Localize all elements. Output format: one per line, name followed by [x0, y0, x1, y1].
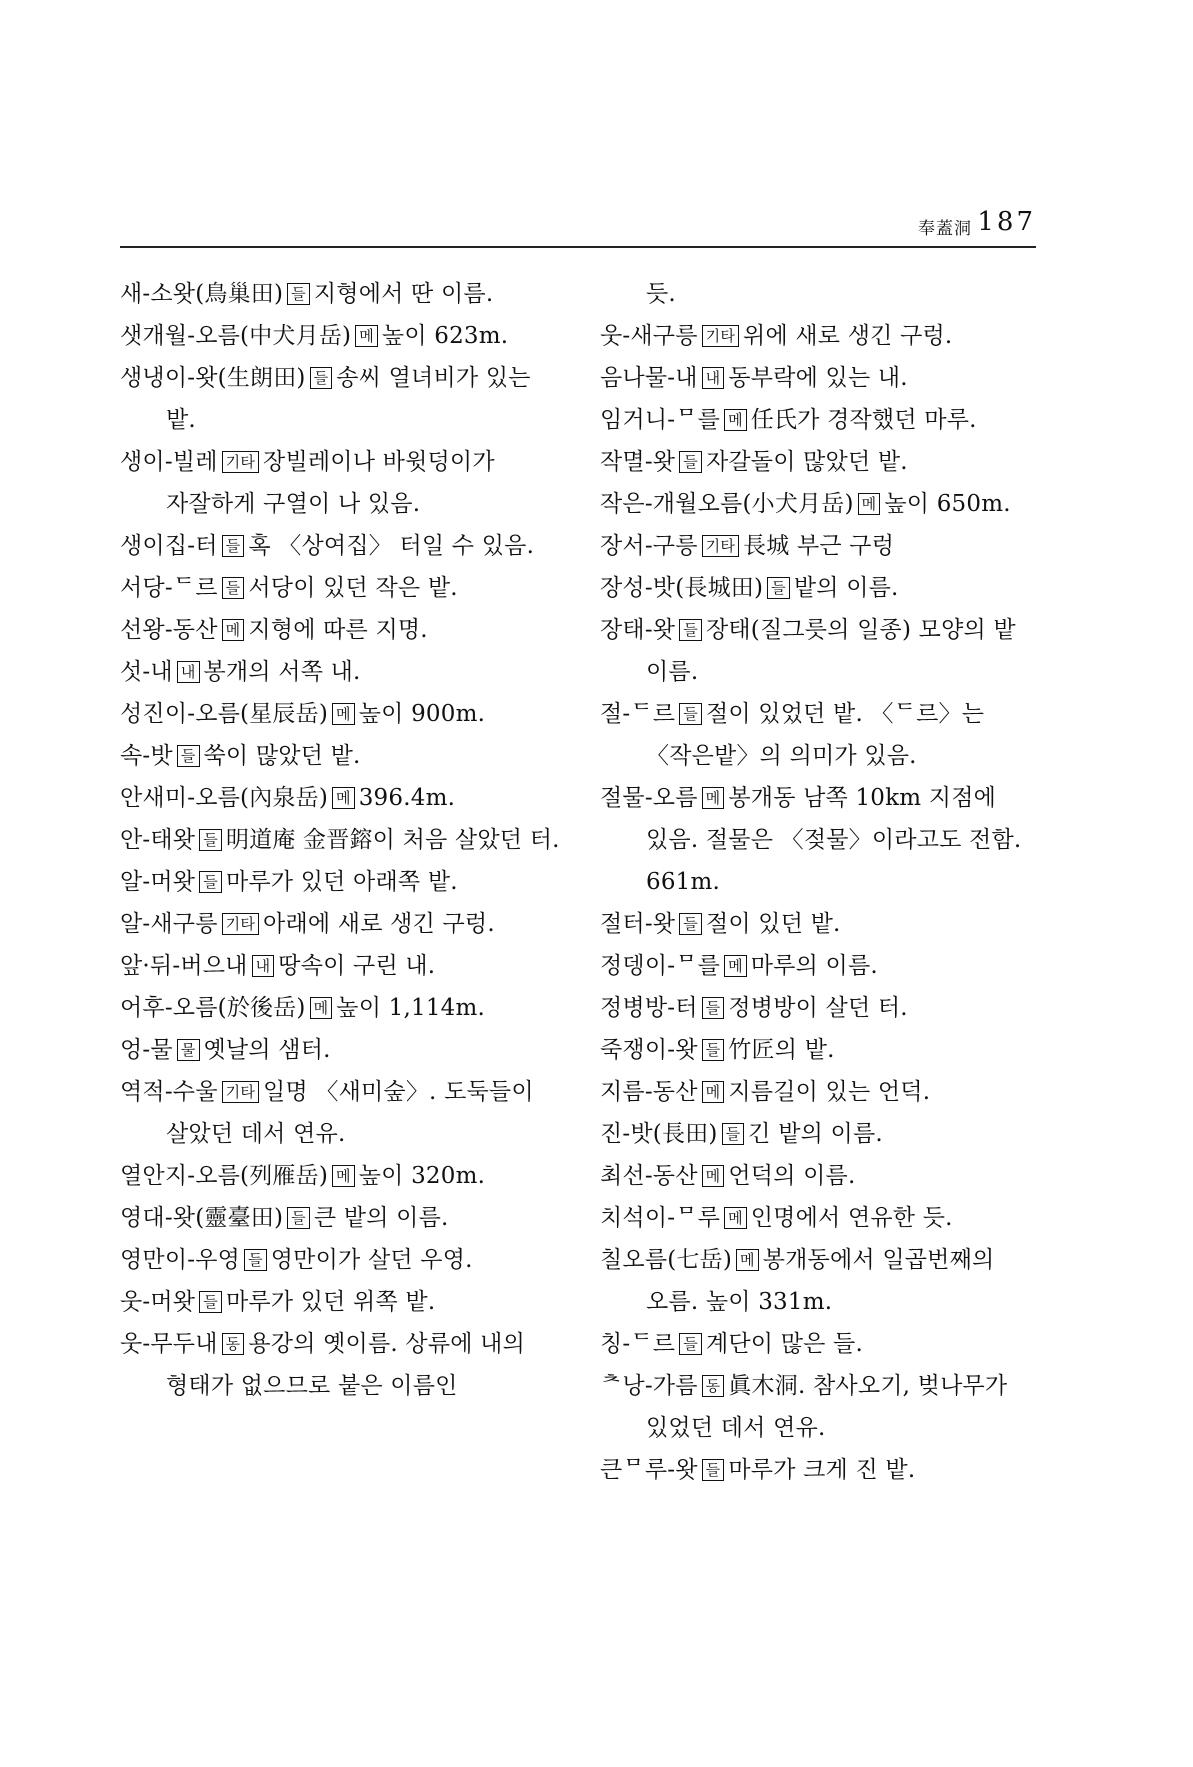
entry-headword: 칠오름(七岳) [600, 1247, 733, 1273]
entry-description: 長城 부근 구렁 [743, 533, 895, 559]
entry-category-tag: 들 [310, 367, 333, 389]
entry-description: 위에 새로 생긴 구렁. [743, 323, 953, 349]
entry-category-tag: 메 [702, 787, 725, 809]
entry-category-tag: 들 [679, 703, 702, 725]
entry-description: 봉개동 남쪽 10km 지점에 있음. 절물은 〈젖물〉이라고도 전함. 661m. [646, 785, 1022, 895]
entry-headword: 알-머왓 [120, 869, 196, 895]
entry-headword: 웃-머왓 [120, 1289, 196, 1315]
entry-description: 용강의 옛이름. 상류에 내의 형태가 없으므로 붙은 이름인 [166, 1331, 526, 1399]
dictionary-entry [120, 1239, 560, 1281]
entry-category-tag: 기타 [702, 325, 739, 347]
entry-category-tag: 내 [252, 955, 275, 977]
entry-category-tag: 기타 [222, 1081, 259, 1103]
entry-headword: 알-새구릉 [120, 911, 218, 937]
dictionary-entry [120, 273, 560, 315]
dictionary-entry [120, 651, 560, 693]
entry-description: 지형에서 딴 이름. [313, 281, 494, 307]
dictionary-entry [600, 1239, 1045, 1323]
entry-category-tag: 내 [702, 367, 725, 389]
entry-description: 396.4m. [358, 785, 456, 811]
dictionary-entry [600, 1029, 1045, 1071]
entry-headword: 영만이-우영 [120, 1247, 241, 1273]
dictionary-entry [120, 819, 560, 861]
dictionary-entry [120, 987, 560, 1029]
entry-headword: 안새미-오름(內泉岳) [120, 785, 329, 811]
dictionary-entry [120, 567, 560, 609]
dictionary-entry [120, 525, 560, 567]
entry-description: 혹 〈상여집〉 터일 수 있음. [248, 533, 535, 559]
entry-headword: 장서-구릉 [600, 533, 698, 559]
entry-headword: 생냉이-왓(生朗田) [120, 365, 306, 391]
entry-headword: 열안지-오름(列雁岳) [120, 1163, 329, 1189]
right-column [600, 273, 1045, 1491]
entry-category-tag: 동 [222, 1333, 245, 1355]
dictionary-entry [600, 441, 1045, 483]
entry-description: 마루의 이름. [750, 953, 878, 979]
dictionary-entry [600, 1197, 1045, 1239]
entry-category-tag: 들 [702, 1459, 725, 1481]
entry-description: 옛날의 샘터. [203, 1037, 331, 1063]
dictionary-entry [120, 693, 560, 735]
dictionary-entry [120, 1029, 560, 1071]
entry-description: 높이 650m. [884, 491, 1011, 517]
dictionary-entry [120, 945, 560, 987]
entry-category-tag: 메 [332, 703, 355, 725]
entry-headword: 섯-내 [120, 659, 173, 685]
dictionary-entry [600, 1449, 1045, 1491]
dictionary-entry [120, 1071, 560, 1155]
entry-category-tag: 들 [199, 871, 222, 893]
dictionary-entry [120, 777, 560, 819]
dictionary-entry [120, 609, 560, 651]
dictionary-entry [120, 1155, 560, 1197]
entry-category-tag: 들 [722, 1123, 745, 1145]
entry-category-tag: 들 [222, 535, 245, 557]
entry-headword: 역적-수울 [120, 1079, 218, 1105]
dictionary-entry [600, 399, 1045, 441]
dictionary-entry [120, 903, 560, 945]
entry-description: 높이 623m. [381, 323, 509, 349]
dictionary-entry [600, 1365, 1045, 1449]
entry-category-tag: 들 [679, 619, 702, 641]
entry-description: 任氏가 경작했던 마루. [750, 407, 977, 433]
dictionary-entry [120, 441, 560, 525]
entry-description: 높이 900m. [358, 701, 486, 727]
entry-headword: 선왕-동산 [120, 617, 218, 643]
entry-category-tag: 동 [702, 1375, 725, 1397]
entry-description: 마루가 크게 진 밭. [728, 1457, 916, 1483]
left-column [120, 273, 560, 1407]
entry-headword: 큰ᄆ루-왓 [600, 1457, 698, 1483]
entry-headword: 음나물-내 [600, 365, 698, 391]
entry-headword: 정뎅이-ᄆ를 [600, 953, 721, 979]
entry-category-tag: 들 [287, 283, 310, 305]
dictionary-entry [600, 315, 1045, 357]
entry-headword: 안-태왓 [120, 827, 196, 853]
entry-category-tag: 기타 [222, 913, 259, 935]
entry-category-tag: 메 [222, 619, 245, 641]
entry-category-tag: 메 [332, 787, 355, 809]
dictionary-entry [600, 1071, 1045, 1113]
dictionary-entry [600, 609, 1045, 693]
entry-category-tag: 내 [177, 661, 200, 683]
entry-headword: 장성-밧(長城田) [600, 575, 764, 601]
entry-headword: 앞·뒤-버으내 [120, 953, 248, 979]
entry-description: 송씨 열녀비가 있는 밭. [166, 365, 531, 433]
entry-headword: 절-ᄃ르 [600, 701, 676, 727]
entry-description: 높이 1,114m. [336, 995, 486, 1021]
entry-category-tag: 메 [736, 1249, 759, 1271]
entry-headword: 생이집-터 [120, 533, 218, 559]
entry-description: 서당이 있던 작은 밭. [248, 575, 458, 601]
entry-category-tag: 들 [702, 1039, 725, 1061]
entry-headword: 엉-물 [120, 1037, 173, 1063]
entry-headword: 칭-ᄃ르 [600, 1331, 676, 1357]
entry-category-tag: 들 [222, 577, 245, 599]
entry-category-tag: 메 [355, 325, 378, 347]
entry-description: 明道庵 金晋鎔이 처음 살았던 터. [225, 827, 560, 853]
entry-category-tag: 메 [702, 1081, 725, 1103]
entry-description: 마루가 있던 위쪽 밭. [225, 1289, 436, 1315]
entry-category-tag: 들 [679, 451, 702, 473]
dictionary-entry [600, 483, 1045, 525]
dictionary-entry [600, 693, 1045, 777]
entry-description: 竹匠의 밭. [728, 1037, 835, 1063]
entry-description: 높이 320m. [358, 1163, 486, 1189]
dictionary-entry [120, 1197, 560, 1239]
entry-description: 쑥이 많았던 밭. [203, 743, 361, 769]
entry-description: 자갈돌이 많았던 밭. [705, 449, 908, 475]
entry-description: 계단이 많은 들. [705, 1331, 863, 1357]
dictionary-entry [600, 357, 1045, 399]
entry-category-tag: 들 [244, 1249, 267, 1271]
entry-headword: 생이-빌레 [120, 449, 218, 475]
entry-category-tag: 메 [858, 493, 881, 515]
dictionary-entry [600, 1155, 1045, 1197]
entry-category-tag: 들 [679, 913, 702, 935]
entry-headword: 임거니-ᄆ를 [600, 407, 721, 433]
entry-category-tag: 메 [724, 955, 747, 977]
entry-headword: 절터-왓 [600, 911, 676, 937]
entry-headword: 장태-왓 [600, 617, 676, 643]
dictionary-entry [600, 1113, 1045, 1155]
dictionary-entry [600, 567, 1045, 609]
entry-headword: 속-밧 [120, 743, 173, 769]
entry-headword: 어후-오름(於後岳) [120, 995, 306, 1021]
entry-description: 영만이가 살던 우영. [270, 1247, 473, 1273]
entry-category-tag: 들 [702, 997, 725, 1019]
dictionary-entry [120, 315, 560, 357]
entry-description: 장빌레이나 바윗덩이가 자잘하게 구열이 나 있음. [166, 449, 495, 517]
entry-description: 큰 밭의 이름. [313, 1205, 449, 1231]
entry-description: 땅속이 구린 내. [278, 953, 436, 979]
entry-headword: 치석이-ᄆ루 [600, 1205, 721, 1231]
entry-category-tag: 메 [724, 1207, 747, 1229]
entry-headword: 샛개월-오름(中犬月岳) [120, 323, 352, 349]
dictionary-entry [120, 1281, 560, 1323]
entry-headword: 진-밧(長田) [600, 1121, 718, 1147]
entry-description: 절이 있던 밭. [705, 911, 841, 937]
entry-description: 정병방이 살던 터. [728, 995, 908, 1021]
entry-headword: 최선-동산 [600, 1163, 698, 1189]
entry-description: 인명에서 연유한 듯. [750, 1205, 953, 1231]
page-number: 187 [977, 207, 1036, 237]
entry-headword: 웃-무두내 [120, 1331, 218, 1357]
entry-headword: 죽쟁이-왓 [600, 1037, 698, 1063]
dictionary-entry [600, 903, 1045, 945]
entry-description: 아래에 새로 생긴 구렁. [263, 911, 495, 937]
entry-headword: 서당-ᄃ르 [120, 575, 218, 601]
dictionary-entry [120, 861, 560, 903]
entry-description: 봉개의 서쪽 내. [203, 659, 361, 685]
entry-category-tag: 들 [199, 1291, 222, 1313]
dictionary-entry [600, 945, 1045, 987]
entry-description: 장태(질그릇의 일종) 모양의 밭 이름. [646, 617, 1016, 685]
running-title: 奉蓋洞 [918, 219, 972, 239]
entry-headword: 성진이-오름(星辰岳) [120, 701, 329, 727]
entry-headword: 작은-개월오름(小犬月岳) [600, 491, 854, 517]
dictionary-entry [120, 735, 560, 777]
entry-category-tag: 메 [702, 1165, 725, 1187]
entry-headword: ᄎ낭-가름 [600, 1373, 698, 1399]
entry-category-tag: 메 [310, 997, 333, 1019]
continued-text: 듯. [646, 281, 676, 307]
entry-description: 언덕의 이름. [728, 1163, 856, 1189]
entry-description: 봉개동에서 일곱번째의 오름. 높이 331m. [646, 1247, 995, 1315]
entry-category-tag: 기타 [702, 535, 739, 557]
entry-description: 眞木洞. 참사오기, 벚나무가 있었던 데서 연유. [646, 1373, 1008, 1441]
dictionary-entry [120, 1323, 560, 1407]
entry-headword: 지름-동산 [600, 1079, 698, 1105]
entry-category-tag: 들 [287, 1207, 310, 1229]
dictionary-entry [600, 1323, 1045, 1365]
entry-category-tag: 물 [177, 1039, 200, 1061]
entry-description: 지름길이 있는 언덕. [728, 1079, 931, 1105]
entry-description: 지형에 따른 지명. [248, 617, 428, 643]
entry-headword: 작멸-왓 [600, 449, 676, 475]
entry-category-tag: 기타 [222, 451, 259, 473]
entry-category-tag: 들 [679, 1333, 702, 1355]
entry-headword: 새-소왓(鳥巢田) [120, 281, 284, 307]
entry-description: 긴 밭의 이름. [748, 1121, 883, 1147]
entry-description: 마루가 있던 아래쪽 밭. [225, 869, 458, 895]
entry-category-tag: 메 [724, 409, 747, 431]
dictionary-entry [600, 987, 1045, 1029]
entry-description: 일명 〈새미숲〉. 도둑들이 살았던 데서 연유. [166, 1079, 534, 1147]
dictionary-entry [600, 525, 1045, 567]
dictionary-entry [120, 357, 560, 441]
entry-headword: 영대-왓(靈臺田) [120, 1205, 284, 1231]
entry-description: 동부락에 있는 내. [728, 365, 908, 391]
entry-description: 밭의 이름. [793, 575, 899, 601]
entry-category-tag: 들 [767, 577, 790, 599]
entry-description: 절이 있었던 밭. 〈ᄃ르〉는 〈작은밭〉의 의미가 있음. [646, 701, 985, 769]
dictionary-entry [600, 777, 1045, 903]
entry-category-tag: 들 [177, 745, 200, 767]
page-header [120, 208, 1036, 248]
entry-headword: 정병방-터 [600, 995, 698, 1021]
entry-headword: 웃-새구릉 [600, 323, 698, 349]
entry-category-tag: 들 [199, 829, 222, 851]
entry-category-tag: 메 [332, 1165, 355, 1187]
entry-headword: 절물-오름 [600, 785, 698, 811]
